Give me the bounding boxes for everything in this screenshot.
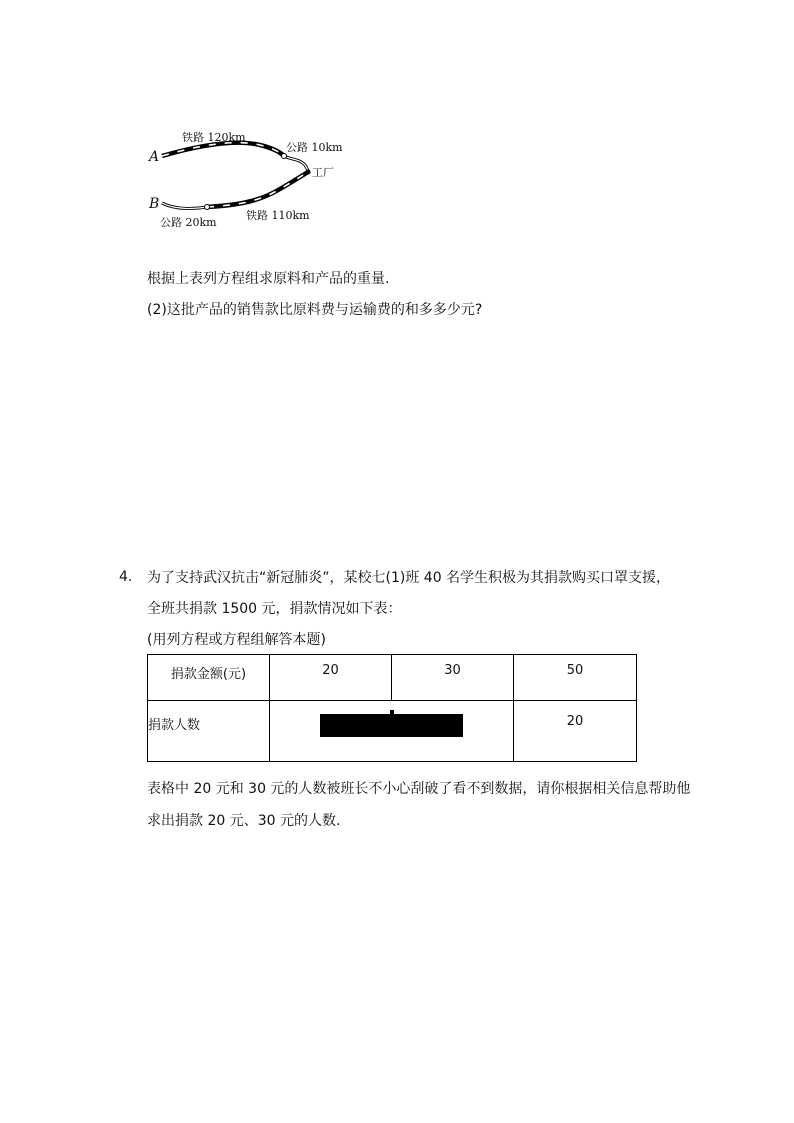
factory-point: [306, 170, 311, 175]
label-rail-b: 铁路 110km: [246, 209, 310, 222]
q3-line-1: 根据上表列方程组求原料和产品的重量.: [147, 271, 390, 287]
donation-table: [147, 654, 637, 762]
q4-after-line-1: 表格中 20 元和 30 元的人数被班长不小心刮破了看不到数据，请你根据相关信息帮助他: [147, 781, 691, 797]
label-point-a: A: [149, 149, 160, 165]
amount-cell: 20: [270, 655, 392, 701]
row-count-label: 捐款人数: [148, 701, 270, 762]
q4-note: (用列方程或方程组解答本题): [147, 632, 326, 648]
label-rail-a: 铁路 120km: [182, 131, 246, 144]
table-row: [148, 701, 637, 762]
rail-route-a: [162, 143, 284, 156]
obscured-cell: [270, 701, 514, 762]
label-factory: 工厂: [312, 166, 334, 179]
header-amount-label: 捐款金额(元): [148, 655, 270, 701]
label-point-b: B: [149, 196, 160, 212]
route-diagram: [140, 125, 360, 230]
count-cell: 20: [514, 701, 637, 762]
junction-b: [205, 205, 210, 210]
scratched-out-mark: [320, 714, 463, 737]
label-road-a: 公路 10km: [286, 141, 343, 154]
amount-cell: 50: [514, 655, 637, 701]
table-row: [148, 655, 637, 701]
q4-number: 4.: [119, 569, 133, 585]
label-road-b: 公路 20km: [160, 216, 217, 229]
junction-a: [282, 154, 287, 159]
q4-line-1: 为了支持武汉抗击“新冠肺炎”，某校七(1)班 40 名学生积极为其捐款购买口罩支援，: [147, 570, 671, 586]
amount-cell: 30: [392, 655, 514, 701]
q3-line-2: (2)这批产品的销售款比原料费与运输费的和多多少元?: [147, 302, 483, 318]
q4-line-2: 全班共捐款 1500 元，捐款情况如下表：: [147, 601, 402, 617]
rail-route-b: [207, 172, 308, 207]
q4-after-line-2: 求出捐款 20 元、30 元的人数.: [147, 813, 341, 829]
